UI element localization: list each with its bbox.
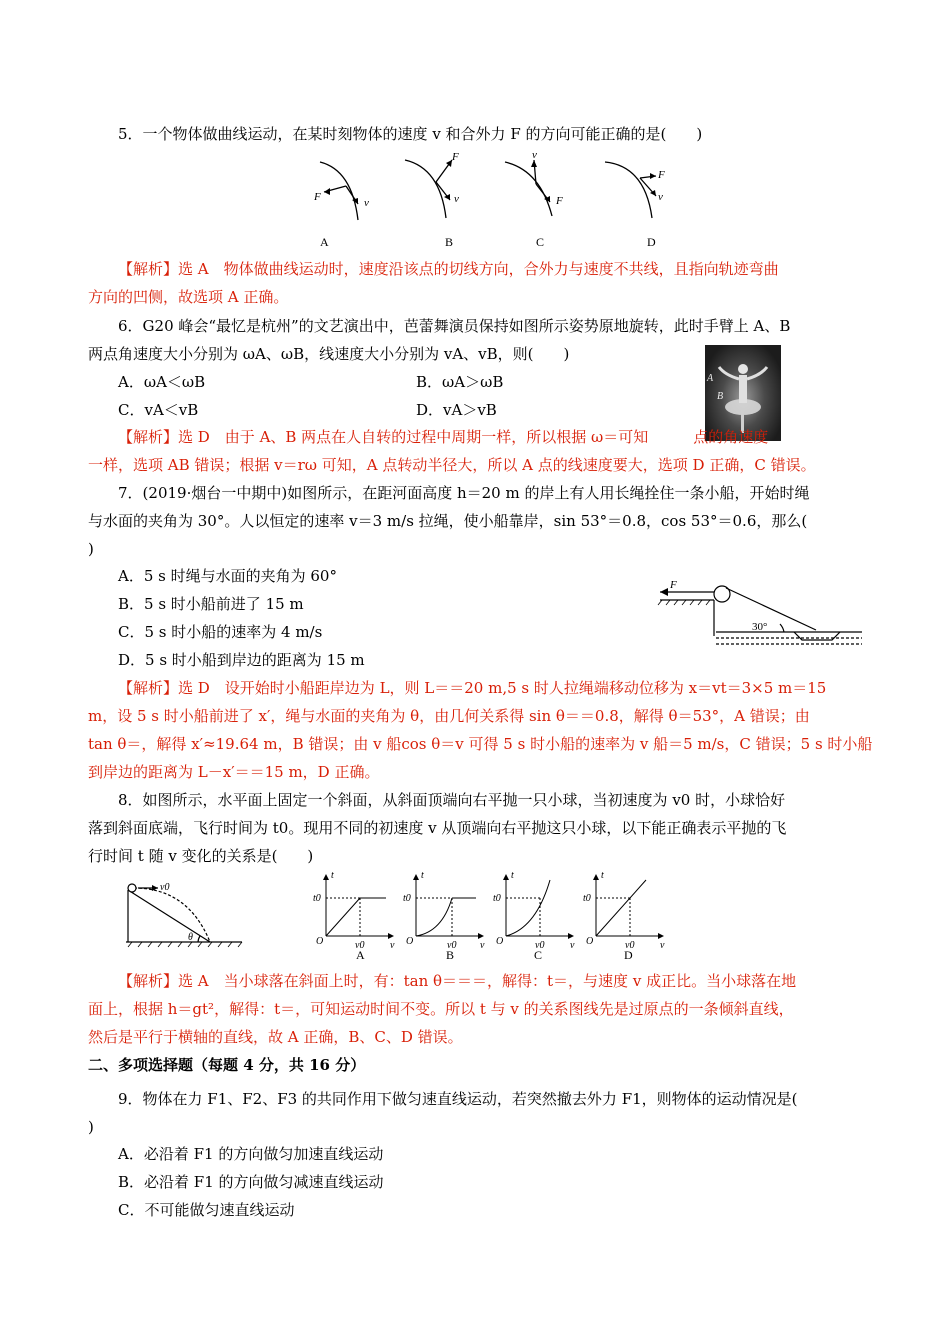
q8-stem-2: 落到斜面底端，飞行时间为 t0。现用不同的初速度 v 从顶端向右平抛这只小球，以下能正确表示平抛的飞: [88, 819, 787, 837]
q7-analysis-3: tan θ＝，解得 x′≈19.64 m，B 错误；由 v 船cos θ＝v 可得 5 s 时小船的速率为 v 船＝5 m/s，C 错误；5 s 时小船: [88, 735, 873, 753]
q8-graph-a: [326, 876, 392, 936]
q8-tick-t0-b: t0: [403, 893, 411, 904]
q5-option-d-label: D: [647, 235, 656, 249]
q8-axis-v-a: v: [390, 940, 395, 951]
q9-stem-2: ): [88, 1118, 94, 1136]
q5-option-a-label: A: [320, 235, 329, 249]
q8-option-d-label: D: [624, 948, 633, 960]
q7-stem-3: ): [88, 540, 94, 558]
q8-option-a-label: A: [356, 948, 365, 960]
q8-axis-t-a: t: [331, 870, 334, 881]
q5-label-f-d: F: [658, 169, 665, 181]
q9-option-b: B．必沿着 F1 的方向做匀减速直线运动: [118, 1173, 384, 1191]
q5-label-v-d: v: [658, 191, 663, 203]
q5-stem: 5．一个物体做曲线运动，在某时刻物体的速度 v 和合外力 F 的方向可能正确的是( ): [118, 125, 703, 143]
q6-option-a: A．ωA＜ωB: [118, 373, 206, 391]
q8-axis-v-d: v: [660, 940, 665, 951]
q8-origin-d: O: [586, 936, 594, 947]
q5-option-b-label: B: [445, 235, 454, 249]
q8-v0-label: v0: [160, 882, 170, 893]
q6-option-c: C．vA＜vB: [118, 401, 199, 419]
q6-option-d: D．vA＞vB: [416, 401, 497, 419]
q5-label-v-a: v: [364, 197, 369, 209]
q5-figures: [300, 148, 700, 254]
q8-axis-t-b: t: [421, 870, 424, 881]
q5-curve-c: [505, 162, 552, 216]
q8-tick-t0-a: t0: [313, 893, 321, 904]
q8-axis-v-c: v: [570, 940, 575, 951]
q8-graph-c: [506, 876, 572, 936]
q8-graphs: [310, 868, 670, 960]
q8-analysis-1: 【解析】选 A 当小球落在斜面上时，有：tan θ＝＝＝，解得：t＝，与速度 v 成正比。当小球落在地: [118, 972, 797, 990]
photo-point-a: A: [707, 373, 714, 384]
q8-tick-v0-c: v0: [535, 940, 545, 951]
q7-option-c: C．5 s 时小船的速率为 4 m/s: [118, 623, 323, 641]
q5-analysis-2: 方向的凹侧，故选项 A 正确。: [88, 288, 289, 306]
q6-stem-1: 6．G20 峰会“最忆是杭州”的文艺演出中，芭蕾舞演员保持如图所示姿势原地旋转，此时手臂上 A、B: [118, 317, 791, 335]
q5-curve-b: [405, 160, 446, 218]
q8-stem-1: 8．如图所示，水平面上固定一个斜面，从斜面顶端向右平抛一只小球，当初速度为 v0 时，小球恰好: [118, 791, 786, 809]
q7-stem-1: 7．(2019·烟台一中期中)如图所示，在距河面高度 h＝20 m 的岸上有人用长绳拴住一条小船，开始时绳: [118, 484, 810, 502]
q5-curve-d: [605, 162, 652, 218]
q8-analysis-3: 然后是平行于横轴的直线，故 A 正确，B、C、D 错误。: [88, 1028, 463, 1046]
q6-analysis-2: 一样，选项 AB 错误；根据 v＝rω 可知，A 点转动半径大，所以 A 点的线速度要大，选项 D 正确，C 错误。: [88, 456, 816, 474]
q5-label-f-b: F: [452, 151, 459, 163]
q7-option-b: B．5 s 时小船前进了 15 m: [118, 595, 304, 613]
q8-tick-v0-d: v0: [625, 940, 635, 951]
q8-analysis-2: 面上，根据 h＝gt²，解得：t＝，可知运动时间不变。所以 t 与 v 的关系图线先是过原点的一条倾斜直线，: [88, 1000, 794, 1018]
q8-graph-b: [416, 876, 482, 936]
q5-label-f-a: F: [314, 191, 321, 203]
q8-incline-figure: [118, 876, 248, 952]
q8-origin-c: O: [496, 936, 504, 947]
q5-label-v-b: v: [454, 193, 459, 205]
q6-option-b: B．ωA＞ωB: [416, 373, 504, 391]
q8-theta-label: θ: [188, 932, 193, 943]
photo-point-b: B: [717, 391, 724, 402]
q8-graph-d: [596, 876, 662, 936]
q7-stem-2: 与水面的夹角为 30°。人以恒定的速率 v＝3 m/s 拉绳，使小船靠岸，sin 53°＝0.8，cos 53°＝0.6，那么(: [88, 512, 808, 530]
q8-axis-t-d: t: [601, 870, 604, 881]
q7-analysis-2: m，设 5 s 时小船前进了 x′，绳与水面的夹角为 θ，由几何关系得 sin θ＝＝0.8，解得 θ＝53°，A 错误；由: [88, 707, 810, 725]
q7-option-d: D．5 s 时小船到岸边的距离为 15 m: [118, 651, 365, 669]
q5-label-f-c: F: [556, 195, 563, 207]
q7-force-label: F: [670, 579, 677, 591]
q8-origin-b: O: [406, 936, 414, 947]
q8-option-b-label: B: [446, 948, 455, 960]
q9-stem-1: 9．物体在力 F1、F2、F3 的共同作用下做匀速直线运动，若突然撤去外力 F1，则物体的运动情况是(: [118, 1090, 798, 1108]
q6-analysis-1: 【解析】选 D 由于 A、B 两点在人自转的过程中周期一样，所以根据 ω＝可知 点的角速度: [118, 428, 769, 446]
q8-option-c-label: C: [534, 948, 543, 960]
q8-tick-t0-c: t0: [493, 893, 501, 904]
q7-analysis-1: 【解析】选 D 设开始时小船距岸边为 L，则 L＝＝20 m,5 s 时人拉绳端移动位移为 x＝vt＝3×5 m＝15: [118, 679, 827, 697]
q5-label-v-c: v: [532, 149, 537, 161]
q5-analysis-1: 【解析】选 A 物体做曲线运动时，速度沿该点的切线方向，合外力与速度不共线，且指向轨迹弯曲: [118, 260, 779, 278]
q7-boat-figure: [656, 578, 866, 654]
q8-axis-t-c: t: [511, 870, 514, 881]
q6-stem-2: 两点角速度大小分别为 ωA、ωB，线速度大小分别为 vA、vB，则( ): [88, 345, 570, 363]
section-2-heading: 二、多项选择题（每题 4 分，共 16 分）: [88, 1056, 366, 1074]
q8-tick-t0-d: t0: [583, 893, 591, 904]
q7-angle-label: 30°: [752, 621, 768, 633]
q8-axis-v-b: v: [480, 940, 485, 951]
q9-option-a: A．必沿着 F1 的方向做匀加速直线运动: [118, 1145, 384, 1163]
q9-option-c: C．不可能做匀速直线运动: [118, 1201, 295, 1219]
q8-stem-3: 行时间 t 随 v 变化的关系是( ): [88, 847, 314, 865]
q5-option-c-label: C: [536, 235, 545, 249]
q8-origin-a: O: [316, 936, 324, 947]
q8-tick-v0-b: v0: [447, 940, 457, 951]
q7-option-a: A．5 s 时绳与水面的夹角为 60°: [118, 567, 337, 585]
q7-analysis-4: 到岸边的距离为 L－x′＝＝15 m，D 正确。: [88, 763, 380, 781]
q8-tick-v0-a: v0: [355, 940, 365, 951]
